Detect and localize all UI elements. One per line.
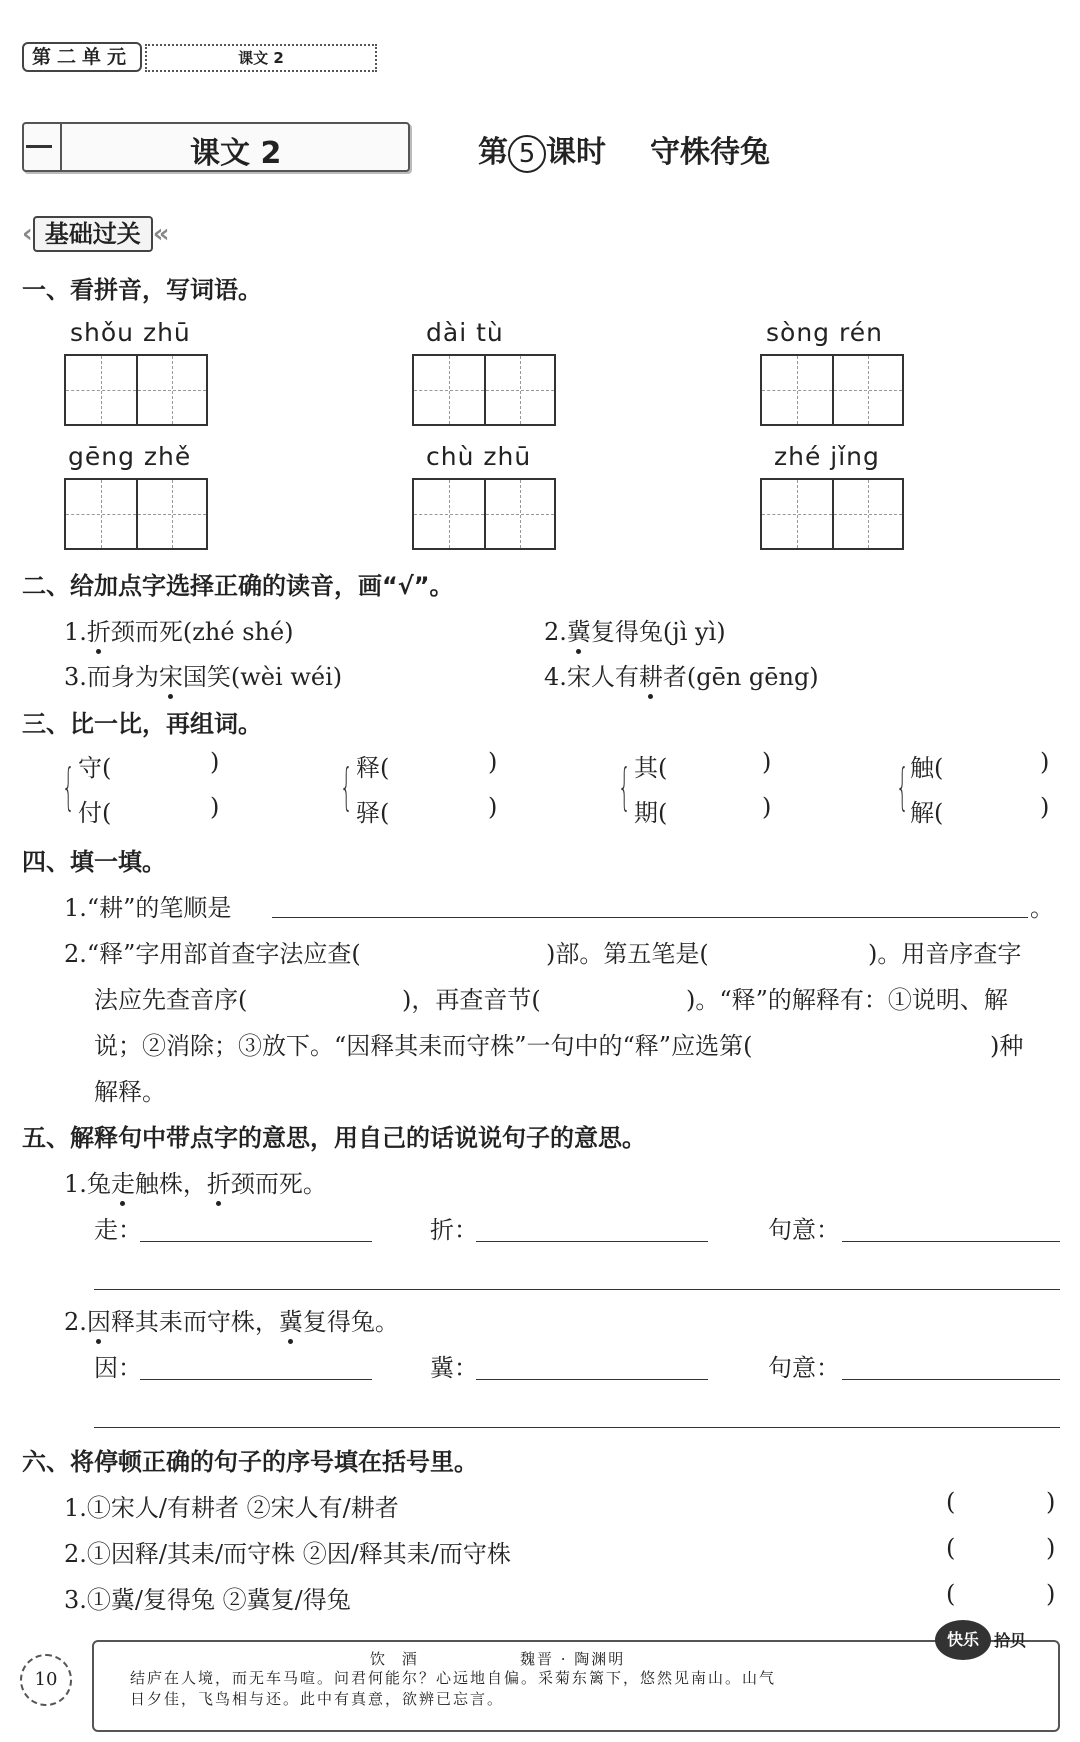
poem-author: 魏晋 · 陶渊明 (520, 1650, 626, 1668)
answer-line[interactable] (476, 1240, 708, 1242)
compare-char: 期( (634, 799, 668, 827)
tianzige-box[interactable] (412, 478, 556, 550)
compare-char: 其( (634, 754, 668, 782)
q3-title: 三、比一比，再组词。 (22, 710, 262, 738)
q2-title: 二、给加点字选择正确的读音，画“√”。 (22, 572, 454, 600)
poem-title: 饮 酒 (370, 1650, 423, 1668)
answer-line[interactable] (476, 1378, 708, 1380)
brace: { (340, 758, 353, 816)
answer-line[interactable] (94, 1426, 1060, 1428)
q5-title: 五、解释句中带点字的意思，用自己的话说说句子的意思。 (22, 1124, 646, 1152)
answer-line[interactable] (94, 1288, 1060, 1290)
pinyin-label: shǒu zhū (70, 318, 191, 347)
q4-item-1: 1.“耕”的笔顺是 (64, 894, 232, 922)
q5-sentence-1: 1.兔走触株，折颈而死。 (64, 1170, 327, 1198)
logo-icon: 快乐 (935, 1620, 991, 1660)
tianzige-box[interactable] (760, 478, 904, 550)
unit-tag: 第二单元 (22, 42, 142, 72)
q6-item: 2.①因释/其耒/而守株 ②因/释其耒/而守株 (64, 1540, 511, 1568)
q4-title: 四、填一填。 (22, 848, 166, 876)
pinyin-label: zhé jǐng (774, 442, 880, 471)
q2-item-1[interactable]: 1.折颈而死(zhé shé) (64, 618, 294, 646)
q1-title: 一、看拼音，写词语。 (22, 276, 262, 304)
answer-line[interactable] (272, 916, 1028, 918)
q2-item-2[interactable]: 2.冀复得兔(jì yì) (544, 618, 726, 646)
q5-sentence-2: 2.因释其耒而守株，冀复得兔。 (64, 1308, 399, 1336)
page-number: 10 (20, 1654, 72, 1706)
q4-item-2-line1a: 2.“释”字用部首查字法应查( (64, 940, 361, 968)
q6-item: 1.①宋人/有耕者 ②宋人有/耕者 (64, 1494, 399, 1522)
period-number: 5 (508, 135, 546, 173)
compare-char: 触( (910, 754, 944, 782)
brace: { (618, 758, 631, 816)
tianzige-box[interactable] (64, 478, 208, 550)
pinyin-label: dài tù (426, 318, 504, 347)
period-label: 第 5 课时 (478, 127, 606, 173)
compare-char: 释( (356, 754, 390, 782)
section-banner: ‹ 基础过关 « (22, 216, 170, 254)
answer-line[interactable] (140, 1240, 372, 1242)
logo-text: 拾贝 (994, 1631, 1027, 1650)
brace: { (896, 758, 909, 816)
answer-line[interactable] (842, 1240, 1060, 1242)
chevron-left-double-icon: « (152, 219, 170, 249)
compare-char: 守( (78, 754, 112, 782)
tianzige-box[interactable] (760, 354, 904, 426)
banner-icon (22, 122, 62, 172)
unit-lesson-label: 课文 2 (145, 44, 377, 72)
brace: { (62, 758, 75, 816)
compare-char: 驿( (356, 799, 390, 827)
tianzige-box[interactable] (64, 354, 208, 426)
chevron-left-icon: ‹ (22, 219, 33, 249)
q2-item-3[interactable]: 3.而身为宋国笑(wèi wéi) (64, 663, 343, 691)
lesson-name: 守株待兔 (650, 135, 770, 170)
compare-char: 付( (78, 799, 112, 827)
poem-body: 结庐在人境，而无车马喧。问君何能尔？心远地自偏。采菊东篱下，悠然见南山。山气 日夕佳，飞鸟相与还。此中有真意，欲辨已忘言。 (130, 1669, 777, 1708)
q6-title: 六、将停顿正确的句子的序号填在括号里。 (22, 1448, 478, 1476)
compare-char: 解( (910, 799, 944, 827)
answer-line[interactable] (140, 1378, 372, 1380)
pinyin-label: sòng rén (766, 318, 883, 347)
pinyin-label: chù zhū (426, 442, 532, 471)
q6-item: 3.①冀/复得兔 ②冀复/得兔 (64, 1586, 351, 1614)
answer-line[interactable] (842, 1378, 1060, 1380)
pinyin-label: gēng zhě (68, 442, 192, 471)
tianzige-box[interactable] (412, 354, 556, 426)
q2-item-4[interactable]: 4.宋人有耕者(gēn gēng) (544, 663, 819, 691)
lesson-title: 课文 2 (190, 136, 282, 171)
